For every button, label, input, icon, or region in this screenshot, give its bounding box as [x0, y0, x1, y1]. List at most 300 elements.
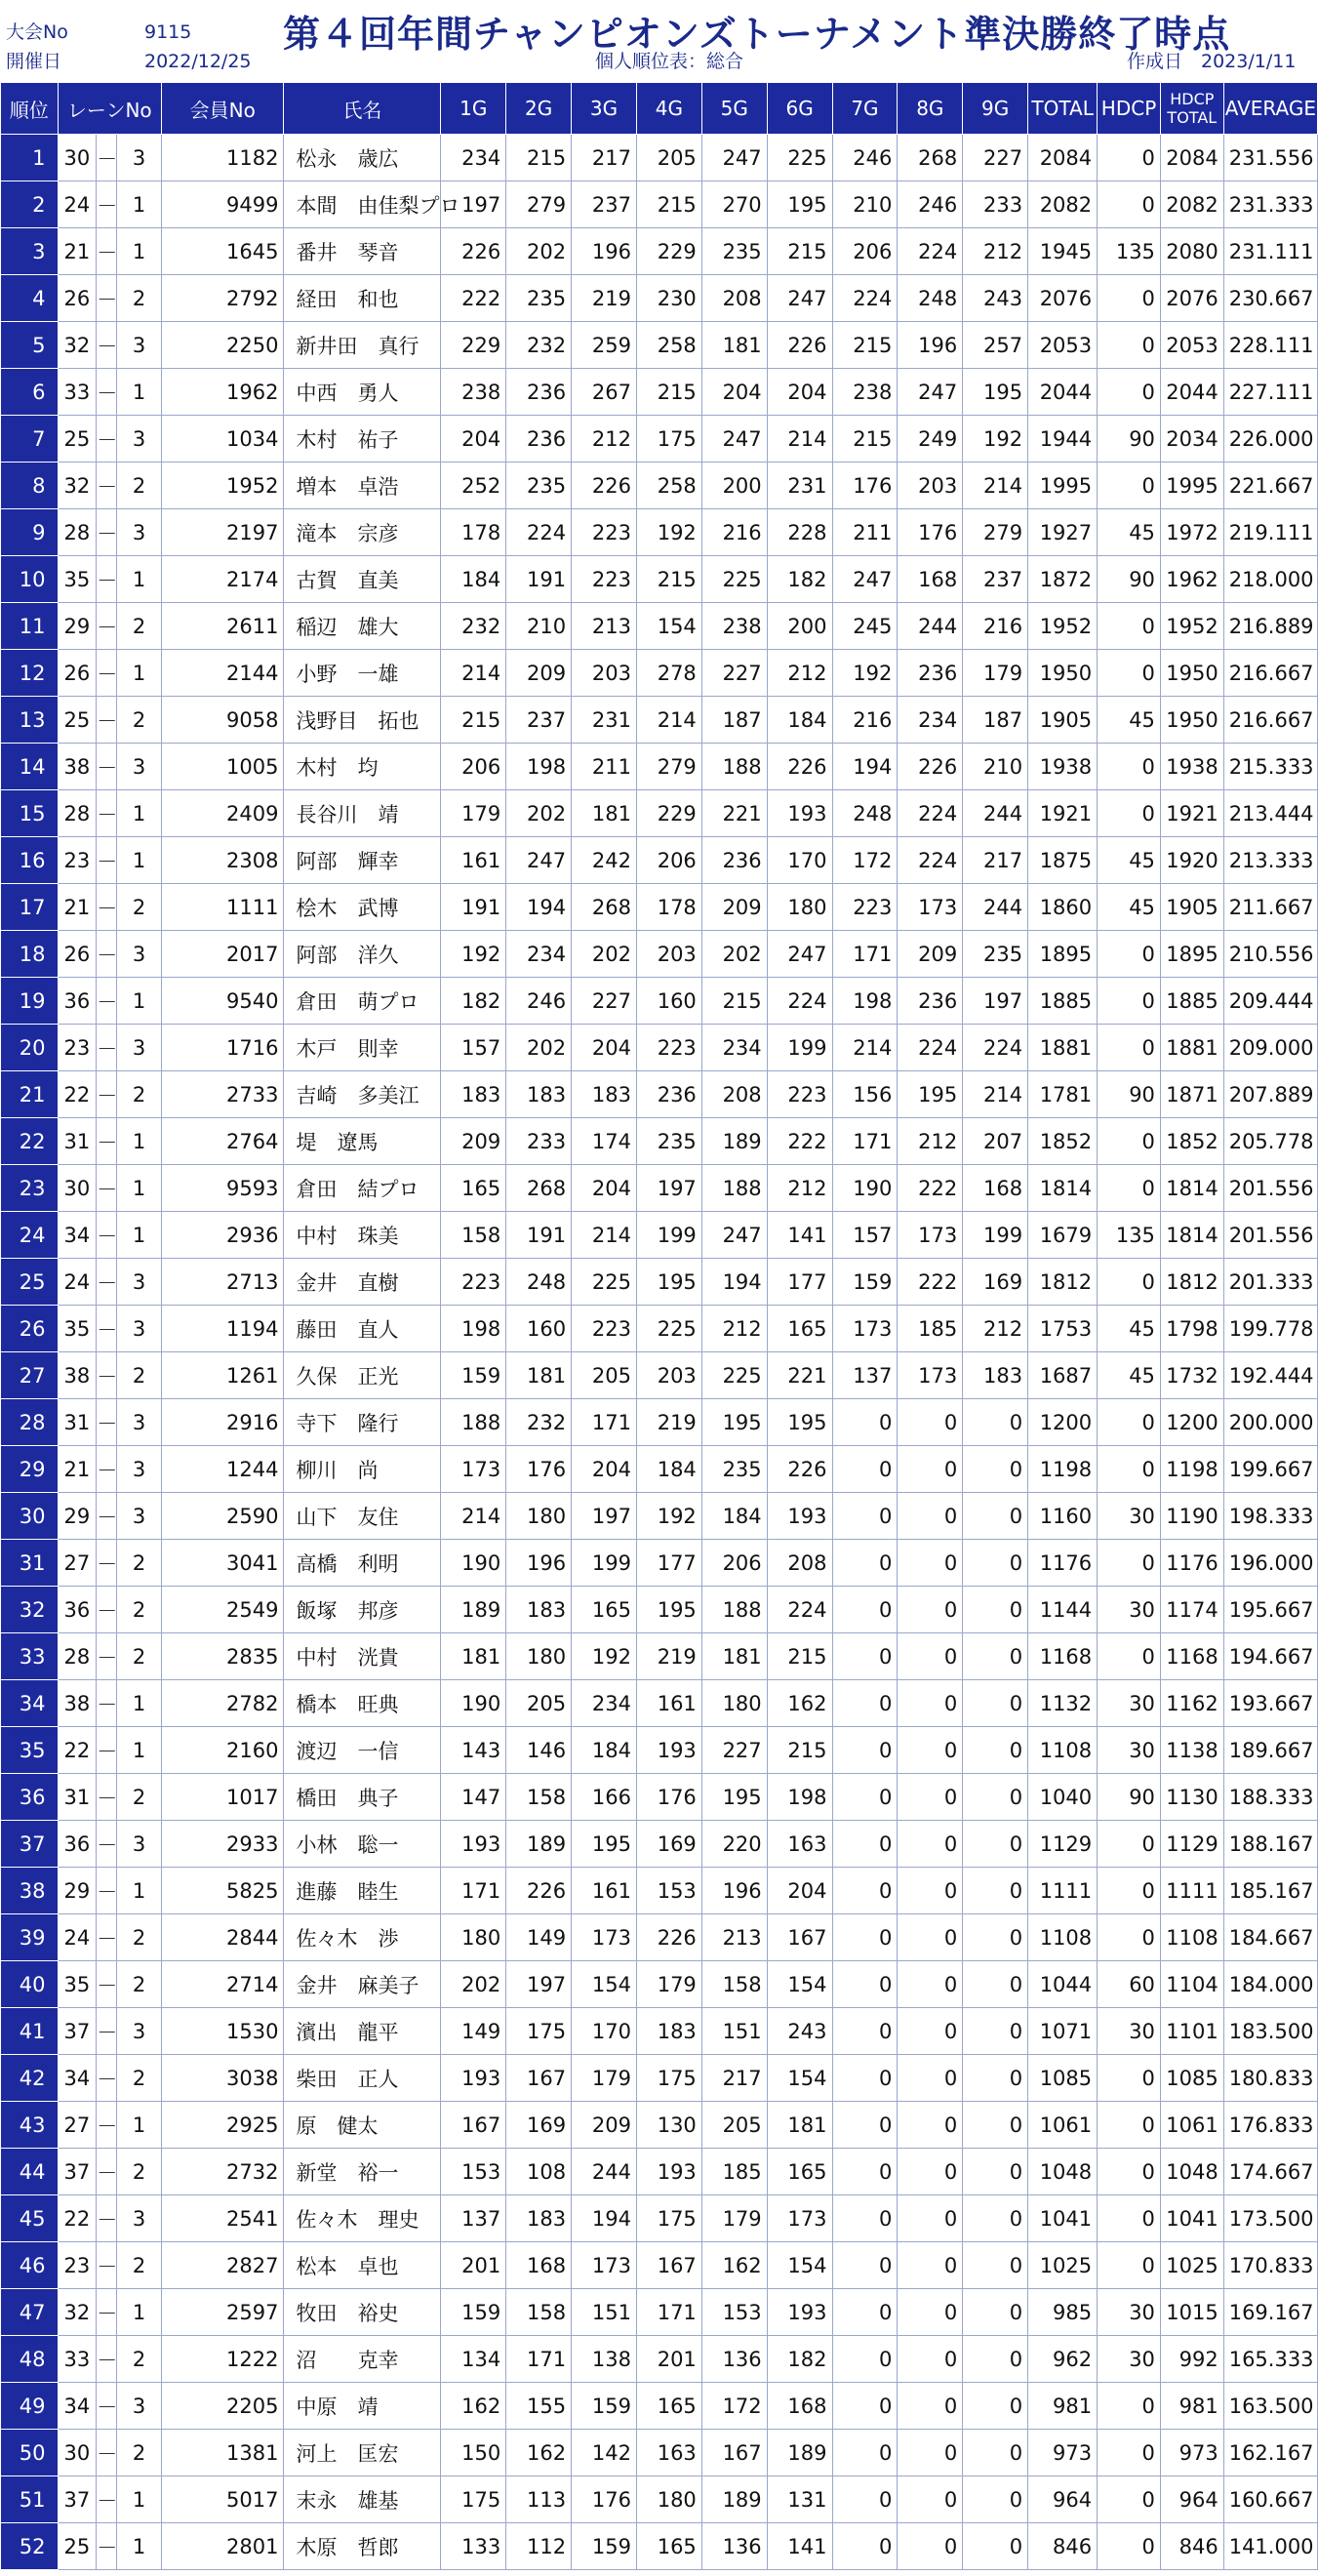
game-score-cell: 0	[963, 1540, 1028, 1587]
game-score-cell: 165	[767, 2149, 832, 2195]
hdcp-total-cell: 1138	[1160, 1727, 1223, 1774]
table-row	[1, 1306, 1318, 1352]
game-score-cell: 212	[767, 650, 832, 697]
average-cell: 213.333	[1223, 837, 1317, 884]
lane-dash: －	[97, 837, 117, 884]
lane-no-cell: 3	[117, 2008, 162, 2055]
lane-no-cell: 3	[117, 1025, 162, 1071]
game-score-cell: 0	[832, 1399, 898, 1446]
member-no-cell: 3041	[162, 1540, 284, 1587]
game-score-cell: 179	[636, 1961, 701, 2008]
game-score-cell: 215	[636, 556, 701, 603]
lane-dash: －	[97, 650, 117, 697]
average-cell: 231.556	[1223, 135, 1317, 181]
game-score-cell: 232	[506, 1399, 572, 1446]
game-score-cell: 0	[832, 2430, 898, 2476]
game-score-cell: 0	[963, 2289, 1028, 2336]
player-name-cell: 長谷川 靖	[284, 790, 441, 837]
lane-cell: 25	[58, 416, 97, 463]
game-score-cell: 0	[898, 2242, 963, 2289]
player-name-cell: 増本 卓浩	[284, 463, 441, 509]
game-score-cell: 173	[767, 2195, 832, 2242]
lane-dash: －	[97, 1680, 117, 1727]
game-score-cell: 173	[898, 1212, 963, 1259]
hdcp-total-cell: 1168	[1160, 1633, 1223, 1680]
column-header: HDCP TOTAL	[1160, 83, 1223, 135]
rank-cell: 11	[1, 603, 59, 650]
lane-no-cell: 1	[117, 1727, 162, 1774]
column-header: 4G	[636, 83, 701, 135]
average-cell: 192.444	[1223, 1352, 1317, 1399]
player-name-cell: 中原 靖	[284, 2383, 441, 2430]
total-cell: 1198	[1028, 1446, 1098, 1493]
game-score-cell: 224	[898, 1025, 963, 1071]
game-score-cell: 215	[832, 416, 898, 463]
lane-dash: －	[97, 1352, 117, 1399]
player-name-cell: 松永 歳広	[284, 135, 441, 181]
game-score-cell: 162	[701, 2242, 767, 2289]
rank-cell: 44	[1, 2149, 59, 2195]
game-score-cell: 154	[636, 603, 701, 650]
hdcp-cell: 0	[1098, 931, 1161, 978]
game-score-cell: 0	[832, 2336, 898, 2383]
lane-no-cell: 2	[117, 1352, 162, 1399]
lane-dash: －	[97, 2149, 117, 2195]
total-cell: 1040	[1028, 1774, 1098, 1821]
game-score-cell: 226	[572, 463, 637, 509]
game-score-cell: 153	[441, 2149, 506, 2195]
game-score-cell: 113	[506, 2476, 572, 2523]
lane-cell: 37	[58, 2149, 97, 2195]
game-score-cell: 184	[441, 556, 506, 603]
game-score-cell: 270	[701, 181, 767, 228]
total-cell: 1108	[1028, 1914, 1098, 1961]
player-name-cell: 高橋 利明	[284, 1540, 441, 1587]
game-score-cell: 215	[506, 135, 572, 181]
table-row	[1, 1118, 1318, 1165]
player-name-cell: 牧田 裕史	[284, 2289, 441, 2336]
total-cell: 2084	[1028, 135, 1098, 181]
hdcp-total-cell: 1200	[1160, 1399, 1223, 1446]
lane-cell: 26	[58, 931, 97, 978]
game-score-cell: 0	[898, 1727, 963, 1774]
hdcp-total-cell: 1174	[1160, 1587, 1223, 1633]
table-row	[1, 1259, 1318, 1306]
game-score-cell: 151	[572, 2289, 637, 2336]
game-score-cell: 175	[636, 2055, 701, 2102]
game-score-cell: 210	[832, 181, 898, 228]
game-score-cell: 181	[767, 2102, 832, 2149]
game-score-cell: 172	[832, 837, 898, 884]
hdcp-total-cell: 2084	[1160, 135, 1223, 181]
table-row	[1, 603, 1318, 650]
hdcp-total-cell: 1048	[1160, 2149, 1223, 2195]
game-score-cell: 178	[636, 884, 701, 931]
member-no-cell: 9540	[162, 978, 284, 1025]
hdcp-total-cell: 1852	[1160, 1118, 1223, 1165]
total-cell: 2076	[1028, 275, 1098, 322]
rank-cell: 22	[1, 1118, 59, 1165]
lane-dash: －	[97, 2430, 117, 2476]
game-score-cell: 204	[701, 369, 767, 416]
rank-cell: 43	[1, 2102, 59, 2149]
average-cell: 201.556	[1223, 1165, 1317, 1212]
average-cell: 226.000	[1223, 416, 1317, 463]
total-cell: 985	[1028, 2289, 1098, 2336]
lane-dash: －	[97, 228, 117, 275]
game-score-cell: 198	[441, 1306, 506, 1352]
lane-cell: 25	[58, 697, 97, 744]
hdcp-cell: 0	[1098, 2430, 1161, 2476]
rank-cell: 39	[1, 1914, 59, 1961]
lane-cell: 36	[58, 1821, 97, 1868]
member-no-cell: 2936	[162, 1212, 284, 1259]
average-cell: 209.444	[1223, 978, 1317, 1025]
game-score-cell: 268	[572, 884, 637, 931]
table-row	[1, 322, 1318, 369]
table-row	[1, 1071, 1318, 1118]
game-score-cell: 0	[898, 2289, 963, 2336]
rank-cell: 35	[1, 1727, 59, 1774]
game-score-cell: 212	[701, 1306, 767, 1352]
game-score-cell: 205	[636, 135, 701, 181]
column-header: TOTAL	[1028, 83, 1098, 135]
lane-no-cell: 1	[117, 369, 162, 416]
member-no-cell: 1962	[162, 369, 284, 416]
game-score-cell: 157	[832, 1212, 898, 1259]
table-row	[1, 1680, 1318, 1727]
lane-dash: －	[97, 416, 117, 463]
game-score-cell: 193	[441, 2055, 506, 2102]
game-score-cell: 225	[701, 1352, 767, 1399]
game-score-cell: 187	[701, 697, 767, 744]
total-cell: 1132	[1028, 1680, 1098, 1727]
average-cell: 230.667	[1223, 275, 1317, 322]
total-cell: 1108	[1028, 1727, 1098, 1774]
total-cell: 1852	[1028, 1118, 1098, 1165]
lane-cell: 24	[58, 1914, 97, 1961]
lane-cell: 34	[58, 2383, 97, 2430]
game-score-cell: 0	[963, 2476, 1028, 2523]
game-score-cell: 184	[636, 1446, 701, 1493]
game-score-cell: 160	[636, 978, 701, 1025]
lane-cell: 32	[58, 322, 97, 369]
lane-no-cell: 3	[117, 1821, 162, 1868]
lane-no-cell: 1	[117, 2476, 162, 2523]
game-score-cell: 236	[506, 416, 572, 463]
average-cell: 210.556	[1223, 931, 1317, 978]
game-score-cell: 214	[441, 650, 506, 697]
average-cell: 169.167	[1223, 2289, 1317, 2336]
game-score-cell: 211	[572, 744, 637, 790]
game-score-cell: 176	[506, 1446, 572, 1493]
lane-no-cell: 1	[117, 1680, 162, 1727]
game-score-cell: 200	[701, 463, 767, 509]
game-score-cell: 197	[636, 1165, 701, 1212]
game-score-cell: 0	[832, 2289, 898, 2336]
hdcp-cell: 30	[1098, 1727, 1161, 1774]
lane-cell: 35	[58, 1306, 97, 1352]
game-score-cell: 181	[441, 1633, 506, 1680]
game-score-cell: 204	[441, 416, 506, 463]
hdcp-total-cell: 981	[1160, 2383, 1223, 2430]
lane-dash: －	[97, 2102, 117, 2149]
hdcp-cell: 0	[1098, 2476, 1161, 2523]
game-score-cell: 205	[506, 1680, 572, 1727]
table-row	[1, 744, 1318, 790]
hdcp-cell: 90	[1098, 1774, 1161, 1821]
lane-cell: 26	[58, 650, 97, 697]
lane-dash: －	[97, 322, 117, 369]
game-score-cell: 247	[701, 1212, 767, 1259]
game-score-cell: 197	[441, 181, 506, 228]
player-name-cell: 倉田 萌プロ	[284, 978, 441, 1025]
game-score-cell: 134	[441, 2336, 506, 2383]
rank-cell: 42	[1, 2055, 59, 2102]
game-score-cell: 190	[441, 1680, 506, 1727]
player-name-cell: 木村 均	[284, 744, 441, 790]
lane-dash: －	[97, 2008, 117, 2055]
game-score-cell: 210	[963, 744, 1028, 790]
game-score-cell: 0	[898, 2055, 963, 2102]
game-score-cell: 183	[506, 1071, 572, 1118]
hdcp-total-cell: 1920	[1160, 837, 1223, 884]
hdcp-total-cell: 1104	[1160, 1961, 1223, 2008]
column-header: HDCP	[1098, 83, 1161, 135]
table-row	[1, 2195, 1318, 2242]
lane-no-cell: 2	[117, 2430, 162, 2476]
lane-cell: 34	[58, 2055, 97, 2102]
game-score-cell: 236	[506, 369, 572, 416]
table-row	[1, 1587, 1318, 1633]
column-header: 9G	[963, 83, 1028, 135]
lane-cell: 21	[58, 228, 97, 275]
hdcp-total-cell: 1061	[1160, 2102, 1223, 2149]
game-score-cell: 199	[767, 1025, 832, 1071]
game-score-cell: 244	[572, 2149, 637, 2195]
game-score-cell: 238	[701, 603, 767, 650]
game-score-cell: 248	[832, 790, 898, 837]
average-cell: 165.333	[1223, 2336, 1317, 2383]
table-row	[1, 416, 1318, 463]
game-score-cell: 0	[898, 1399, 963, 1446]
table-row	[1, 2008, 1318, 2055]
game-score-cell: 0	[963, 2055, 1028, 2102]
average-cell: 141.000	[1223, 2523, 1317, 2570]
game-score-cell: 0	[963, 2149, 1028, 2195]
game-score-cell: 149	[441, 2008, 506, 2055]
game-score-cell: 208	[767, 1540, 832, 1587]
hdcp-cell: 0	[1098, 181, 1161, 228]
game-score-cell: 223	[441, 1259, 506, 1306]
member-no-cell: 2174	[162, 556, 284, 603]
hdcp-total-cell: 1814	[1160, 1212, 1223, 1259]
game-score-cell: 224	[767, 1587, 832, 1633]
game-score-cell: 222	[898, 1165, 963, 1212]
game-score-cell: 0	[832, 2008, 898, 2055]
game-score-cell: 154	[767, 2055, 832, 2102]
game-score-cell: 219	[572, 275, 637, 322]
game-score-cell: 203	[636, 931, 701, 978]
lane-no-cell: 2	[117, 275, 162, 322]
rank-cell: 37	[1, 1821, 59, 1868]
hdcp-total-cell: 1025	[1160, 2242, 1223, 2289]
game-score-cell: 202	[506, 1025, 572, 1071]
game-score-cell: 236	[898, 978, 963, 1025]
member-no-cell: 1034	[162, 416, 284, 463]
lane-cell: 28	[58, 509, 97, 556]
game-score-cell: 171	[636, 2289, 701, 2336]
game-score-cell: 194	[832, 744, 898, 790]
total-cell: 1679	[1028, 1212, 1098, 1259]
game-score-cell: 227	[572, 978, 637, 1025]
game-score-cell: 157	[441, 1025, 506, 1071]
lane-cell: 22	[58, 2195, 97, 2242]
player-name-cell: 阿部 輝幸	[284, 837, 441, 884]
hdcp-total-cell: 2053	[1160, 322, 1223, 369]
lane-dash: －	[97, 135, 117, 181]
game-score-cell: 175	[636, 416, 701, 463]
column-header: 2G	[506, 83, 572, 135]
lane-cell: 24	[58, 181, 97, 228]
game-score-cell: 168	[506, 2242, 572, 2289]
hdcp-cell: 0	[1098, 1025, 1161, 1071]
total-cell: 846	[1028, 2523, 1098, 2570]
game-score-cell: 156	[832, 1071, 898, 1118]
table-row	[1, 1165, 1318, 1212]
game-score-cell: 247	[832, 556, 898, 603]
game-score-cell: 173	[572, 2242, 637, 2289]
hdcp-total-cell: 1111	[1160, 1868, 1223, 1914]
average-cell: 211.667	[1223, 884, 1317, 931]
table-row	[1, 1493, 1318, 1540]
hdcp-total-cell: 964	[1160, 2476, 1223, 2523]
game-score-cell: 167	[636, 2242, 701, 2289]
lane-cell: 23	[58, 837, 97, 884]
rank-cell: 13	[1, 697, 59, 744]
table-row	[1, 135, 1318, 181]
game-score-cell: 0	[963, 2336, 1028, 2383]
lane-no-cell: 3	[117, 1493, 162, 1540]
member-no-cell: 2714	[162, 1961, 284, 2008]
hdcp-total-cell: 1129	[1160, 1821, 1223, 1868]
table-row	[1, 463, 1318, 509]
rank-cell: 15	[1, 790, 59, 837]
game-score-cell: 0	[963, 1774, 1028, 1821]
player-name-cell: 小野 一雄	[284, 650, 441, 697]
hdcp-cell: 0	[1098, 1821, 1161, 1868]
game-score-cell: 185	[701, 2149, 767, 2195]
game-score-cell: 219	[636, 1399, 701, 1446]
rank-cell: 28	[1, 1399, 59, 1446]
hdcp-cell: 0	[1098, 2149, 1161, 2195]
hdcp-cell: 45	[1098, 1352, 1161, 1399]
member-no-cell: 5017	[162, 2476, 284, 2523]
game-score-cell: 149	[506, 1914, 572, 1961]
game-score-cell: 191	[506, 1212, 572, 1259]
game-score-cell: 192	[636, 509, 701, 556]
game-score-cell: 168	[767, 2383, 832, 2430]
member-no-cell: 1952	[162, 463, 284, 509]
game-score-cell: 258	[636, 322, 701, 369]
game-score-cell: 181	[572, 790, 637, 837]
hdcp-total-cell: 1952	[1160, 603, 1223, 650]
table-row	[1, 2336, 1318, 2383]
game-score-cell: 168	[963, 1165, 1028, 1212]
game-score-cell: 219	[636, 1633, 701, 1680]
game-score-cell: 238	[832, 369, 898, 416]
game-score-cell: 252	[441, 463, 506, 509]
game-score-cell: 193	[441, 1821, 506, 1868]
average-cell: 183.500	[1223, 2008, 1317, 2055]
game-score-cell: 204	[767, 369, 832, 416]
total-cell: 1176	[1028, 1540, 1098, 1587]
game-score-cell: 165	[441, 1165, 506, 1212]
game-score-cell: 173	[832, 1306, 898, 1352]
game-score-cell: 222	[767, 1118, 832, 1165]
game-score-cell: 234	[572, 1680, 637, 1727]
lane-cell: 37	[58, 2476, 97, 2523]
game-score-cell: 225	[701, 556, 767, 603]
game-score-cell: 212	[898, 1118, 963, 1165]
rank-cell: 21	[1, 1071, 59, 1118]
game-score-cell: 258	[636, 463, 701, 509]
game-score-cell: 232	[506, 322, 572, 369]
rank-cell: 36	[1, 1774, 59, 1821]
game-score-cell: 189	[767, 2430, 832, 2476]
game-score-cell: 0	[898, 1446, 963, 1493]
game-score-cell: 0	[832, 1680, 898, 1727]
lane-no-cell: 2	[117, 2149, 162, 2195]
game-score-cell: 165	[636, 2523, 701, 2570]
game-score-cell: 279	[963, 509, 1028, 556]
average-cell: 173.500	[1223, 2195, 1317, 2242]
game-score-cell: 227	[701, 650, 767, 697]
game-score-cell: 232	[441, 603, 506, 650]
game-score-cell: 0	[898, 2102, 963, 2149]
game-score-cell: 0	[832, 2149, 898, 2195]
average-cell: 209.000	[1223, 1025, 1317, 1071]
lane-cell: 33	[58, 369, 97, 416]
game-score-cell: 167	[767, 1914, 832, 1961]
game-score-cell: 209	[506, 650, 572, 697]
lane-cell: 28	[58, 1633, 97, 1680]
table-row	[1, 931, 1318, 978]
game-score-cell: 206	[636, 837, 701, 884]
total-cell: 1048	[1028, 2149, 1098, 2195]
average-cell: 185.167	[1223, 1868, 1317, 1914]
member-no-cell: 2782	[162, 1680, 284, 1727]
average-cell: 196.000	[1223, 1540, 1317, 1587]
game-score-cell: 212	[572, 416, 637, 463]
game-score-cell: 204	[572, 1165, 637, 1212]
game-score-cell: 133	[441, 2523, 506, 2570]
game-score-cell: 173	[441, 1446, 506, 1493]
rank-cell: 4	[1, 275, 59, 322]
game-score-cell: 154	[572, 1961, 637, 2008]
lane-dash: －	[97, 2476, 117, 2523]
lane-dash: －	[97, 463, 117, 509]
hdcp-total-cell: 973	[1160, 2430, 1223, 2476]
rank-cell: 52	[1, 2523, 59, 2570]
total-cell: 1144	[1028, 1587, 1098, 1633]
hdcp-total-cell: 1895	[1160, 931, 1223, 978]
hdcp-cell: 0	[1098, 603, 1161, 650]
game-score-cell: 0	[963, 2523, 1028, 2570]
table-row	[1, 2523, 1318, 2570]
rank-cell: 2	[1, 181, 59, 228]
player-name-cell: 木村 祐子	[284, 416, 441, 463]
